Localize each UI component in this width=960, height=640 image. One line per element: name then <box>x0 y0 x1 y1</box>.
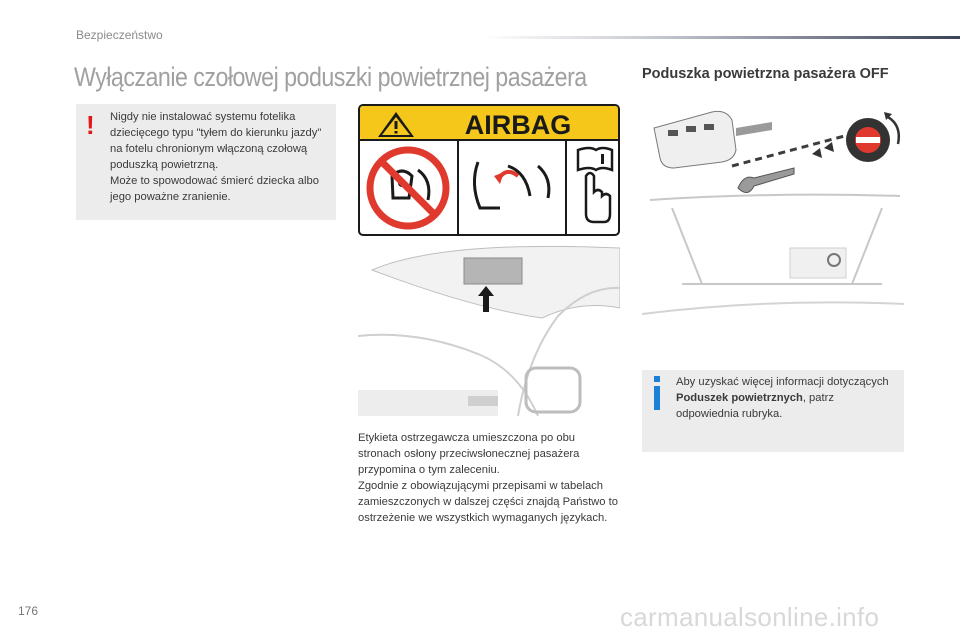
label-description-paragraph-2: Zgodnie z obowiązującymi przepisami w tabelach zamieszczonych w dalszej części znajdą Państwo to ostrzeżenie we wszystkich wymaganych językach. <box>358 480 618 524</box>
warning-paragraph-1: Nigdy nie instalować systemu fotelika dziecięcego typu "tyłem do kierunku jazdy" na fotelu chronionym włączoną czołową poduszką powietrzną. <box>110 111 322 171</box>
warning-paragraph-2: Może to spowodować śmierć dziecka albo jego poważne zranienie. <box>110 175 319 203</box>
section-label: Bezpieczeństwo <box>76 28 163 42</box>
label-description-paragraph-1: Etykieta ostrzegawcza umieszczona po obu stronach osłony przeciwsłonecznej pasażera przypomina o tym zaleceniu. <box>358 432 580 476</box>
header-rule <box>480 36 960 39</box>
info-text-end: , patrz odpowiednia rubryka. <box>676 392 834 420</box>
info-icon <box>652 376 662 410</box>
warning-text <box>110 109 325 205</box>
page-number: 176 <box>18 604 39 618</box>
label-description <box>358 430 620 526</box>
warning-icon: ! <box>86 110 95 140</box>
airbag-off-title: Poduszka powietrzna pasażera OFF <box>642 66 889 82</box>
watermark: carmanualsonline.info <box>620 602 880 632</box>
glovebox-key-switch-illustration <box>642 100 904 332</box>
info-text <box>676 374 898 422</box>
info-text-start: Aby uzyskać więcej informacji dotyczących <box>676 376 889 388</box>
sun-visor-photo <box>358 240 620 416</box>
info-airbags-link: Poduszek powietrznych <box>676 392 803 404</box>
page-title: Wyłączanie czołowej poduszki powietrznej pasażera <box>74 62 587 92</box>
airbag-warning-label-image <box>358 104 620 236</box>
airbag-label-text: AIRBAG <box>464 110 572 140</box>
